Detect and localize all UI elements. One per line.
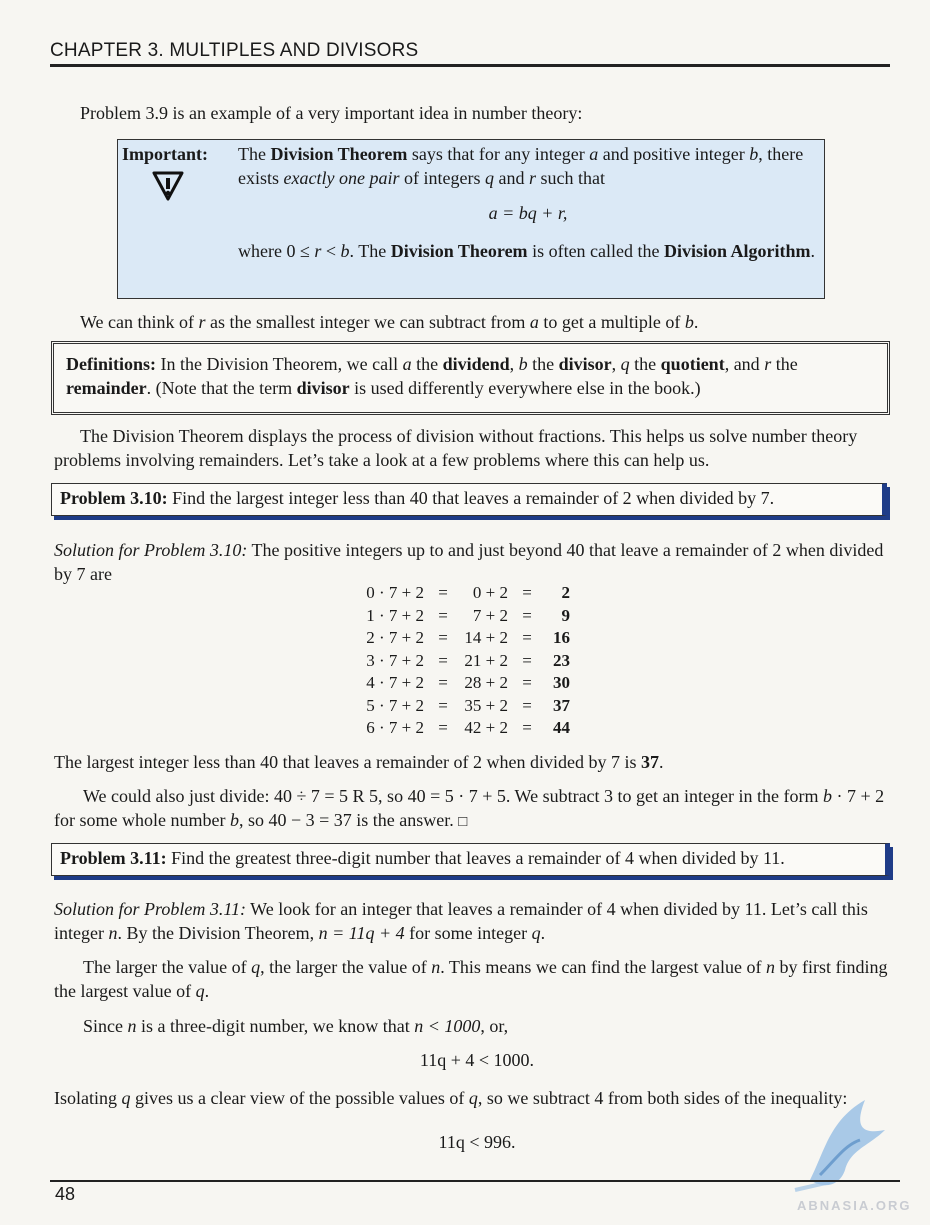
table-row (358, 717, 576, 740)
table-row (358, 695, 576, 718)
inequality-1: 11q + 4 < 1000. (419, 1050, 535, 1070)
table-row (358, 582, 576, 605)
remainder-table (358, 582, 576, 740)
division-display-paragraph: The Division Theorem displays the process of division without fractions. This helps us solve number theory problems involving remainders. Let’s take a look at a few problems where this can help us. (54, 426, 858, 470)
solution-3-11-intro: Solution for Problem 3.11: We look for an integer that leaves a remainder of 4 when divided by 11. Let’s call this integer n. By the Division Theorem, n = 11q + 4 for some integer q. (54, 899, 868, 943)
bird-watermark-icon (790, 1090, 900, 1200)
table-cell: 6 · 7 + 2 (366, 718, 424, 737)
table-cell: = (438, 695, 448, 715)
problem-3-11-text: Problem 3.11: Find the greatest three-digit number that leaves a remainder of 4 when divided by 11. (60, 848, 785, 868)
table-cell: 3 · 7 + 2 (366, 650, 424, 670)
table-cell: 5 · 7 + 2 (366, 695, 424, 715)
warning-icon (151, 168, 185, 202)
table-cell: 16 (553, 628, 570, 647)
solution-3-10-intro: Solution for Problem 3.10: The positive integers up to and just beyond 40 that leave a remainder of 2 when divided by 7 are (54, 540, 884, 584)
solution-3-11-para3: Since n is a three-digit number, we know that n < 1000, or, (83, 1016, 509, 1036)
table-cell: 2 · 7 + 2 (366, 628, 424, 647)
important-label: Important: (122, 144, 208, 164)
page-number: 48 (55, 1184, 76, 1204)
solution-3-11-para4: Isolating q gives us a clear view of the possible values of q, so we subtract 4 from both sides of the inequality: (54, 1088, 848, 1108)
table-cell: 0 · 7 + 2 (366, 583, 424, 602)
chapter-header: CHAPTER 3. MULTIPLES AND DIVISORS (50, 40, 419, 61)
table-cell: = (438, 583, 448, 602)
table-cell: = (522, 628, 532, 647)
header-rule (50, 64, 890, 67)
table-cell: = (522, 718, 532, 737)
important-text (238, 142, 818, 263)
footer-rule (50, 1180, 900, 1182)
solution-3-10-answer: The largest integer less than 40 that leaves a remainder of 2 when divided by 7 is 37. (54, 752, 664, 772)
table-cell: 28 + 2 (464, 673, 508, 692)
table-cell: 4 · 7 + 2 (366, 673, 424, 692)
table-cell: = (438, 628, 448, 647)
table-row (358, 650, 576, 673)
division-theorem-statement: The Division Theorem says that for any integer a and positive integer b, there exists exactly one pair of integers q and r such that (238, 144, 804, 188)
table-cell: 30 (553, 673, 570, 692)
table-cell: = (522, 583, 532, 602)
table-row (358, 605, 576, 628)
table-cell: 14 + 2 (464, 628, 508, 647)
division-equation: a = bq + r, (488, 203, 568, 223)
table-cell: 2 (561, 583, 570, 602)
table-cell: 42 + 2 (464, 718, 508, 737)
table-cell: 7 + 2 (472, 605, 508, 625)
table-cell: 21 + 2 (464, 650, 508, 670)
division-algorithm-note: where 0 ≤ r < b. The Division Theorem is often called the Division Algorithm. (238, 241, 816, 261)
qed-box-icon: □ (458, 813, 468, 830)
table-cell: 37 (553, 695, 570, 715)
table-cell: 23 (553, 650, 570, 670)
table-cell: = (438, 605, 448, 625)
table-cell: = (522, 695, 532, 715)
solution-3-10-divide: We could also just divide: 40 ÷ 7 = 5 R 5, so 40 = 5 · 7 + 5. We subtract 3 to get an integer in the form b · 7 + 2 for some whole number b, so 40 − 3 = 37 is the answer. □ (54, 786, 885, 830)
table-row (358, 627, 576, 650)
think-paragraph: We can think of r as the smallest integer we can subtract from a to get a multiple of b. (80, 312, 699, 332)
table-cell: = (522, 605, 532, 625)
table-cell: 0 + 2 (472, 583, 508, 602)
definitions-text: Definitions: In the Division Theorem, we call a the dividend, b the divisor, q the quotient, and r the remainder. (Note that the term divisor is used differently everywhere else in the book.) (66, 354, 798, 398)
table-cell: 35 + 2 (464, 695, 508, 715)
table-cell: 1 · 7 + 2 (366, 605, 424, 625)
table-row (358, 672, 576, 695)
table-cell: 9 (561, 605, 570, 625)
table-cell: = (522, 650, 532, 670)
table-cell: 44 (553, 718, 570, 737)
watermark-text: ABNASIA.ORG (797, 1198, 912, 1213)
inequality-2: 11q < 996. (438, 1132, 516, 1152)
problem-3-10-text: Problem 3.10: Find the largest integer less than 40 that leaves a remainder of 2 when divided by 7. (60, 488, 775, 508)
solution-3-11-para2: The larger the value of q, the larger the value of n. This means we can find the largest value of n by first finding the largest value of q. (54, 957, 888, 1001)
table-cell: = (438, 673, 448, 692)
table-cell: = (438, 718, 448, 737)
intro-paragraph: Problem 3.9 is an example of a very important idea in number theory: (80, 103, 583, 123)
table-cell: = (522, 673, 532, 692)
table-cell: = (438, 650, 448, 670)
